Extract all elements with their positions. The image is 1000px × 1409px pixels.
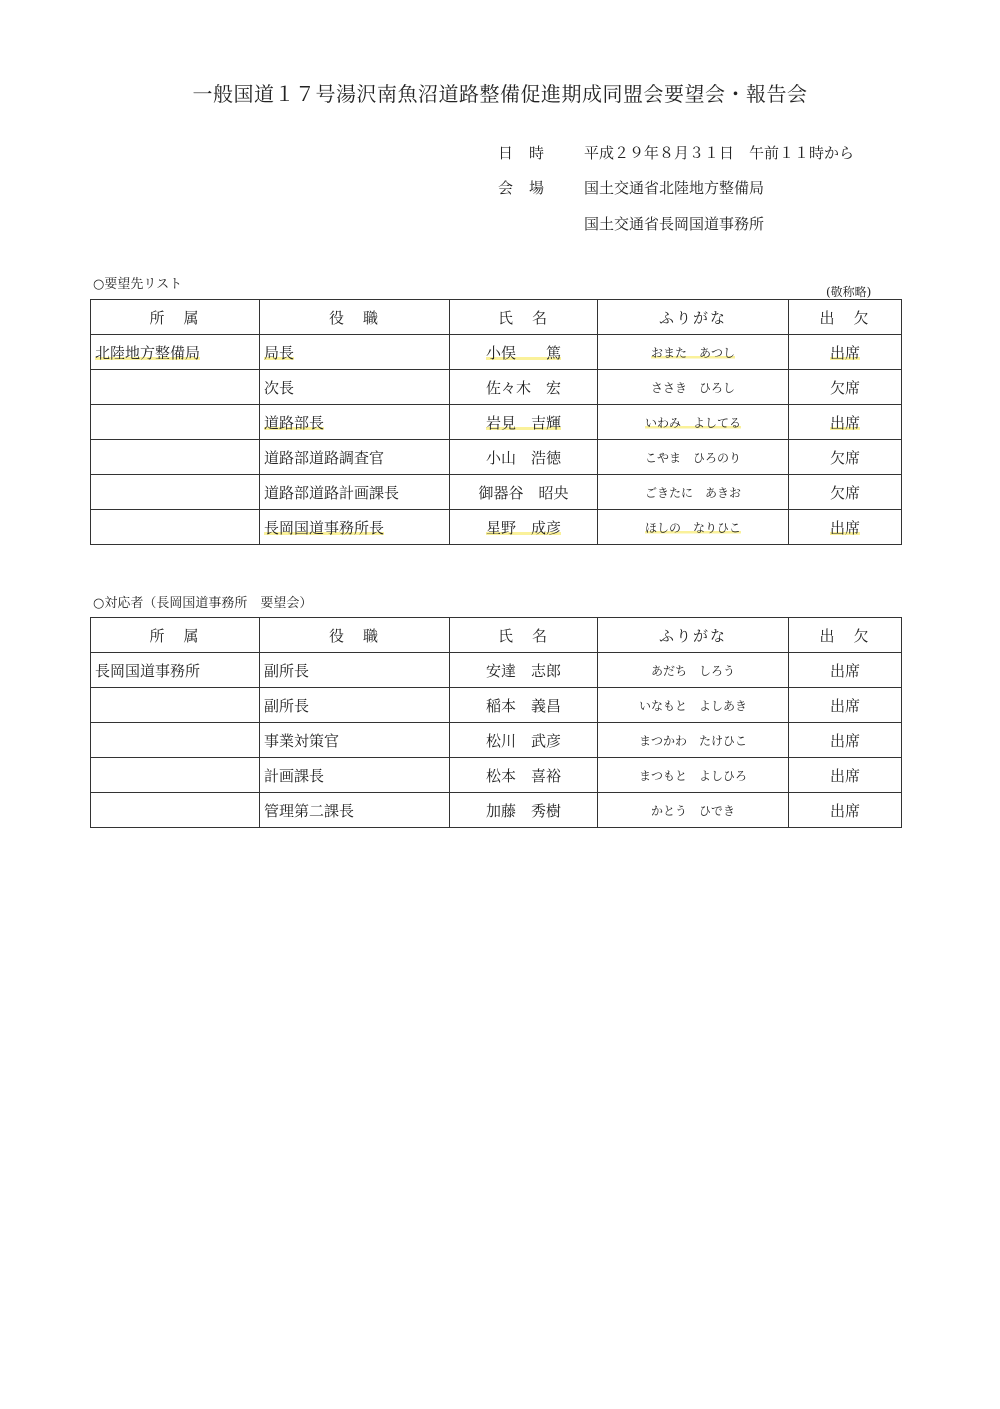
cell-name: 星野 成彦 [485,518,561,537]
cell-kana: ささき ひろし [650,380,735,395]
cell-name: 岩見 吉輝 [485,413,561,432]
cell-attendance: 出席 [829,661,860,680]
cell-attendance: 欠席 [829,378,860,397]
cell-affiliation: 長岡国道事務所 [95,661,201,680]
cell-kana: あだち しろう [650,663,735,678]
cell-position: 局長 [264,343,295,362]
cell-kana: いなもと よしあき [638,698,747,713]
cell-position: 道路部道路調査官 [264,448,385,467]
date-value: 平成２９年８月３１日 午前１１時から [584,144,855,162]
header-position: 役 職 [260,300,450,335]
table-row [91,758,902,793]
table-row [91,335,902,370]
cell-position: 事業対策官 [264,731,340,750]
cell-name: 佐々木 宏 [485,378,561,397]
section1-label: ○要望先リスト [93,277,183,292]
cell-name: 小山 浩徳 [485,448,561,467]
header-affiliation: 所 属 [91,618,260,653]
venue-value-1: 国土交通省北陸地方整備局 [584,179,765,197]
header-attendance: 出 欠 [789,618,902,653]
cell-position: 管理第二課長 [264,801,355,820]
cell-attendance: 欠席 [829,448,860,467]
table-header-row [91,300,902,335]
cell-kana: かとう ひでき [650,803,735,818]
cell-kana: まつもと よしひろ [638,768,747,783]
cell-attendance: 出席 [829,731,860,750]
cell-position: 副所長 [264,661,310,680]
venue-label: 会場 [498,179,561,197]
cell-attendance: 出席 [829,343,860,362]
venue-value-2: 国土交通省長岡国道事務所 [584,215,765,233]
responders-table [90,617,902,828]
cell-kana: おまた あつし [650,345,735,360]
cell-position: 道路部長 [264,413,325,432]
request-list-table [90,299,902,545]
cell-position: 道路部道路計画課長 [264,483,400,502]
cell-attendance: 出席 [829,696,860,715]
header-name: 氏 名 [450,618,598,653]
cell-kana: ほしの なりひこ [644,520,741,535]
cell-position: 長岡国道事務所長 [264,518,385,537]
cell-name: 御器谷 昭央 [478,483,569,502]
cell-name: 加藤 秀樹 [485,801,561,820]
table-row [91,688,902,723]
cell-attendance: 出席 [829,766,860,785]
table-row [91,723,902,758]
cell-name: 松本 喜裕 [485,766,561,785]
cell-attendance: 欠席 [829,483,860,502]
cell-kana: まつかわ たけひこ [638,733,747,748]
meta-venue-2 [498,213,764,234]
cell-name: 小俣 篤 [485,343,561,362]
cell-kana: こやま ひろのり [644,450,741,465]
meta-venue [498,177,764,198]
cell-position: 計画課長 [264,766,325,785]
table-row [91,440,902,475]
cell-position: 副所長 [264,696,310,715]
cell-kana: いわみ よしてる [644,415,741,430]
cell-attendance: 出席 [829,413,860,432]
table-row [91,405,902,440]
cell-name: 稲本 義昌 [485,696,561,715]
table-row [91,370,902,405]
table-row [91,793,902,828]
meta-date [498,142,854,163]
header-affiliation: 所 属 [91,300,260,335]
cell-attendance: 出席 [829,518,860,537]
cell-position: 次長 [264,378,295,397]
header-name: 氏 名 [450,300,598,335]
table-row [91,475,902,510]
header-kana: ふりがな [598,618,789,653]
cell-kana: ごきたに あきお [644,485,741,500]
table-header-row [91,618,902,653]
document-title: 一般国道１７号湯沢南魚沼道路整備促進期成同盟会要望会・報告会 [192,82,808,106]
table-row [91,510,902,545]
header-attendance: 出 欠 [789,300,902,335]
section2-label: ○対応者（長岡国道事務所 要望会） [93,596,313,611]
cell-name: 松川 武彦 [485,731,561,750]
table-row [91,653,902,688]
cell-attendance: 出席 [829,801,860,820]
honorifics-note: (敬称略) [826,285,872,299]
header-position: 役 職 [260,618,450,653]
header-kana: ふりがな [598,300,789,335]
cell-affiliation: 北陸地方整備局 [95,343,201,362]
date-label: 日時 [498,144,561,162]
cell-name: 安達 志郎 [485,661,561,680]
